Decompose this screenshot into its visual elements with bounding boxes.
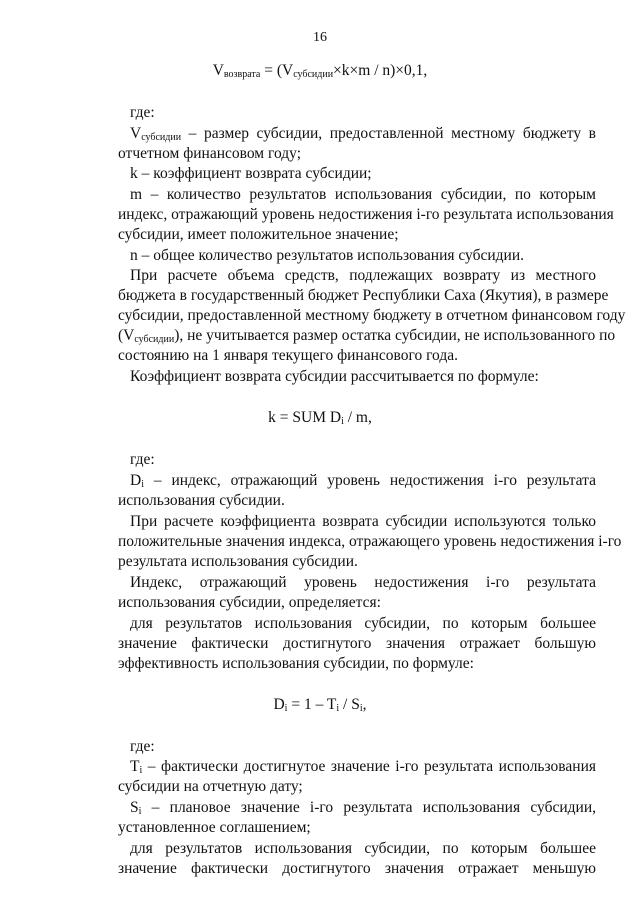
paragraph-4-line1: Индекс, отражающий уровень недостижения i-го результата: [130, 574, 596, 591]
formula-index: $D_i = 1 - T_i / S_i$,: [273, 696, 367, 714]
definition-s: $S_i$ – плановое значение i-го результата использования субсидии,: [130, 799, 596, 817]
page-number: 16: [313, 30, 327, 45]
paragraph-1-line2: бюджета в государственный бюджет Республики Саха (Якутия), в размере: [118, 287, 609, 304]
paragraph-5-line1: для результатов использования субсидии, по которым большее: [130, 615, 596, 632]
paragraph-3-line2: положительные значения индекса, отражающего уровень недостижения i-го: [118, 533, 622, 550]
where-label: где:: [130, 738, 155, 755]
paragraph-1-line1: При расчете объема средств, подлежащих возврату из местного: [130, 267, 596, 284]
paragraph-6-line2: значение фактически достигнутого значения отражает меньшую: [118, 860, 596, 877]
paragraph-5-line2: значение фактически достигнутого значения отражает большую: [118, 635, 596, 652]
paragraph-6-line1: для результатов использования субсидии, по которым большее: [130, 840, 596, 857]
paragraph-3-line1: При расчете коэффициента возврата субсидии используются только: [130, 513, 596, 530]
definition-m-line1: m – количество результатов использования субсидии, по которым: [130, 186, 596, 203]
definition-v: $V_{субсидии}$ – размер субсидии, предоставленной местному бюджету в: [130, 125, 596, 143]
paragraph-1-line3: субсидии, предоставленной местному бюджету в отчетном финансовом году: [118, 307, 626, 324]
formula-return-volume: $V_{возврата} = (V_{субсидии}\times k\times m / n)\times 0,1$,: [212, 62, 428, 80]
definition-t: $T_i$ – фактически достигнутое значение i-го результата использования: [130, 758, 596, 776]
paragraph-3-line3: результата использования субсидии.: [118, 553, 358, 570]
paragraph-1-line5: состоянию на 1 января текущего финансового года.: [118, 347, 458, 364]
paragraph-1-line4: $(V_{субсидии})$, не учитывается размер остатка субсидии, не использованного по: [118, 327, 616, 345]
definition-m-line2: индекс, отражающий уровень недостижения i-го результата использования: [118, 206, 614, 223]
definition-m-line3: субсидии, имеет положительное значение;: [118, 226, 399, 243]
definition-t-cont: субсидии на отчетную дату;: [118, 778, 303, 795]
definition-s-cont: установленное соглашением;: [118, 819, 311, 836]
definition-d: $D_i$ – индекс, отражающий уровень недостижения i-го результата: [130, 472, 596, 490]
where-label: где:: [130, 104, 155, 121]
definition-v-cont: отчетном финансовом году;: [118, 145, 302, 162]
definition-n: n – общее количество результатов использования субсидии.: [130, 247, 525, 264]
where-label: где:: [130, 451, 155, 468]
paragraph-2: Коэффициент возврата субсидии рассчитывается по формуле:: [130, 368, 539, 385]
paragraph-4-line2: использования субсидии, определяется:: [118, 594, 381, 611]
paragraph-5-line3: эффективность использования субсидии, по формуле:: [118, 655, 474, 672]
definition-d-cont: использования субсидии.: [118, 492, 285, 509]
formula-coefficient: k = SUM $D_i$ / m,: [268, 409, 372, 427]
definition-k: k – коэффициент возврата субсидии;: [130, 165, 372, 182]
